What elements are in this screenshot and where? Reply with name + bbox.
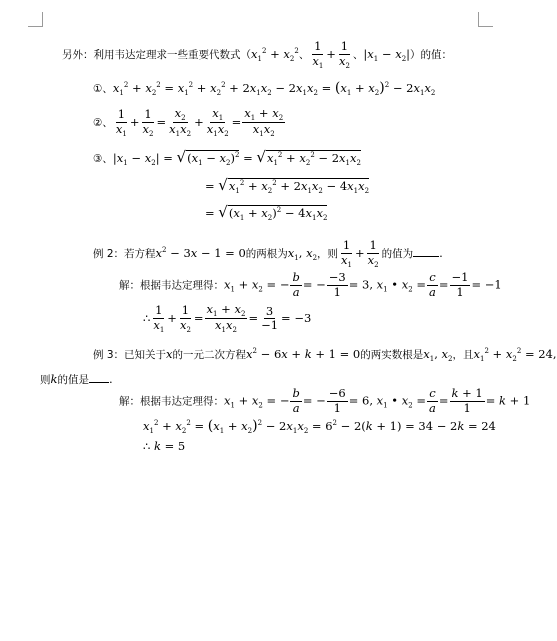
intro-end: ）的值： (410, 49, 453, 62)
example-2-question: 例 2：若方程$x^2 - 3x - 1 = 0$的两根为$x_1$, $x_2$，则 $\frac{1}{x_1}$ + $\frac{1}{x_2}$ 的值为 . (93, 238, 443, 269)
formula-3c: = $√(x_1 + x_2)^2 - 4x_1x_2$ (205, 203, 328, 222)
example-2-solve-label: 解：根据韦达定理得： (119, 279, 224, 292)
example-2-solution-2: ∴ $\frac{1}{x_1}$ + $\frac{1}{x_2}$ = $\frac{x_1 + x_2}{x_1x_2}$ = $\frac{3}{-1}$ = −3 (143, 302, 312, 335)
example-2-solution-1: 解：根据韦达定理得：$x_1 + x_2$ = − $\frac{b}{a}$ = − $\frac{-3}{1}$ = 3, $x_1$ • $x_2$ = $\frac{c}{a}$ = $\frac{-1}{1}$ = −1 (119, 270, 502, 299)
example-2-label: 例 2： (93, 248, 125, 261)
example-3-solve-label: 解：根据韦达定理得： (119, 395, 224, 408)
example-3-question: 例 3：已知关于x的一元二次方程$x^2 - 6x + k + 1 = 0$的两实数根是$x_1$, $x_2$，且$x_1^2 + x_2^2 = 24$, (93, 347, 557, 363)
item-marker-3: ③、 (93, 153, 113, 165)
formula-3a: ③、$|x_1 - x_2| = √(x_1 - x_2)^2 = √x_1^2 + x_2^2 - 2x_1x_2$ (93, 148, 361, 167)
intro-line: 另外：利用韦达定理求一些重要代数式（$x_1^2 + x_2^2$、 $\frac{1}{x_1}$ + $\frac{1}{x_2}$ 、$|x_1 - x_2|$）的值： (62, 39, 453, 70)
answer-blank (413, 247, 439, 257)
intro-text: 另外：利用韦达定理求一些重要代数式（ (62, 49, 251, 62)
answer-blank-2 (89, 373, 109, 383)
formula-2: ②、 $\frac{1}{x_1}$ + $\frac{1}{x_2}$ = $\frac{x_2}{x_1x_2}$ + $\frac{x_1}{x_1x_2}$ = $\frac{x_1 + x_2}{x_1x_2}$ (93, 106, 284, 139)
formula-1: ①、$x_1^2 + x_2^2 = x_1^2 + x_2^2 + 2x_1x_2 - 2x_1x_2 = (x_1 + x_2)^2 - 2x_1x_2$ (93, 80, 436, 97)
formula-3b: = $√x_1^2 + x_2^2 + 2x_1x_2 - 4x_1x_2$ (205, 176, 370, 195)
example-3-label: 例 3： (93, 349, 125, 361)
item-marker-2: ②、 (93, 116, 113, 129)
item-marker-1: ①、 (93, 83, 113, 95)
page-corner-mark-left (28, 12, 43, 27)
example-3-question-line2: 则k的值是 . (40, 372, 113, 386)
example-3-solution-3: ∴ k = 5 (143, 439, 186, 453)
example-3-solution-2: $x_1^2 + x_2^2 = (x_1 + x_2)^2 - 2x_1x_2 = 6^2 - 2(k + 1) = 34 - 2k = 24$ (143, 418, 496, 435)
example-3-solution-1: 解：根据韦达定理得：$x_1 + x_2$ = − $\frac{b}{a}$ = − $\frac{-6}{1}$ = 6, $x_1$ • $x_2$ = $\frac{c}{a}$ = $\frac{k + 1}{1}$ = k + 1 (119, 386, 531, 415)
page-corner-mark-right (478, 12, 493, 27)
